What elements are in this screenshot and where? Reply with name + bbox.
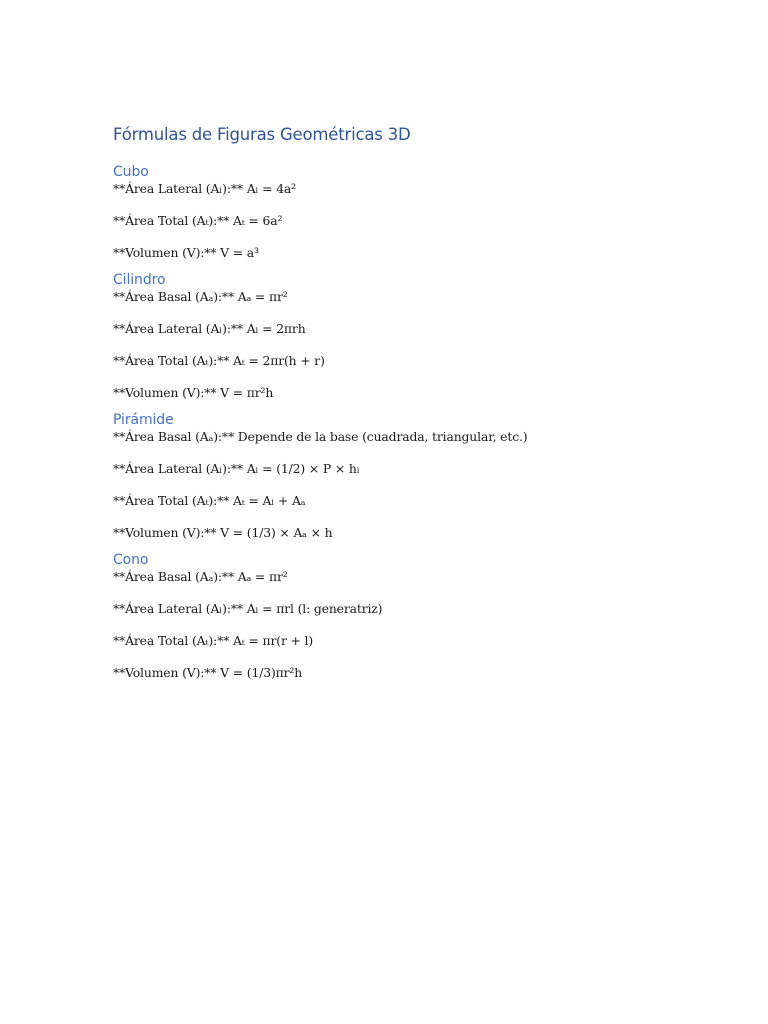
section-heading: Cubo: [113, 164, 149, 180]
formula-line: **Área Basal (Aₐ):** Depende de la base (cuadrada, triangular, etc.): [113, 429, 528, 444]
section-heading: Cono: [113, 552, 149, 568]
formula-line: **Área Lateral (Aₗ):** Aₗ = 4a²: [113, 181, 296, 196]
formula-line: **Área Lateral (Aₗ):** Aₗ = (1/2) × P × hₗ: [113, 461, 360, 476]
document-title: Fórmulas de Figuras Geométricas 3D: [113, 125, 411, 144]
formula-line: **Área Total (Aₜ):** Aₜ = Aₗ + Aₐ: [113, 493, 306, 508]
formula-line: **Volumen (V):** V = (1/3)πr²h: [113, 665, 303, 680]
formula-line: **Área Basal (Aₐ):** Aₐ = πr²: [113, 289, 288, 304]
formula-line: **Área Lateral (Aₗ):** Aₗ = πrl (l: generatriz): [113, 601, 383, 616]
formula-line: **Volumen (V):** V = a³: [113, 245, 259, 260]
document-content: [113, 124, 673, 681]
formula-line: **Área Lateral (Aₗ):** Aₗ = 2πrh: [113, 321, 306, 336]
section-heading: Cilindro: [113, 272, 166, 288]
section-cilindro: [113, 271, 673, 401]
formula-line: **Área Total (Aₜ):** Aₜ = 6a²: [113, 213, 283, 228]
formula-line: **Área Total (Aₜ):** Aₜ = 2πr(h + r): [113, 353, 325, 368]
section-cono: [113, 551, 673, 681]
section-heading: Pirámide: [113, 412, 174, 428]
formula-line: **Área Total (Aₜ):** Aₜ = πr(r + l): [113, 633, 314, 648]
section-cubo: [113, 163, 673, 261]
formula-line: **Área Basal (Aₐ):** Aₐ = πr²: [113, 569, 288, 584]
section-piramide: [113, 411, 673, 541]
formula-line: **Volumen (V):** V = πr²h: [113, 385, 274, 400]
formula-line: **Volumen (V):** V = (1/3) × Aₐ × h: [113, 525, 333, 540]
